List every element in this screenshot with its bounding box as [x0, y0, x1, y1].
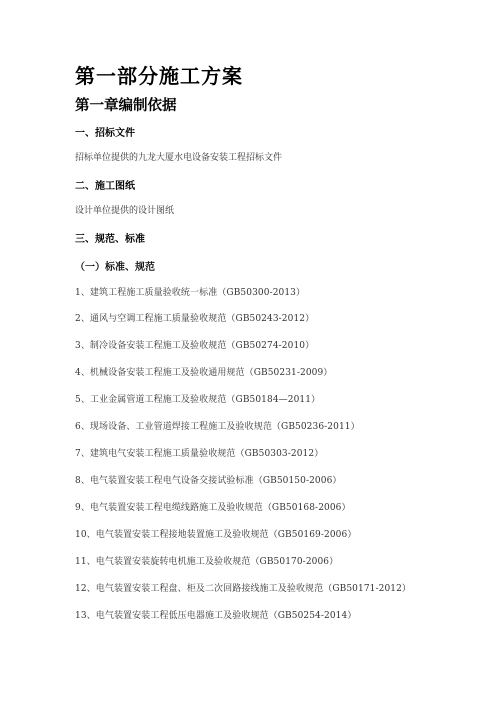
list-item: 10、电气装置安装工程接地装置施工及验收规范（GB50169-2006） [75, 530, 357, 540]
list-item: 4、机械设备安装工程施工及验收通用规范（GB50231-2009） [75, 368, 333, 378]
section-text-drawings: 设计单位提供的设计图纸 [75, 206, 175, 216]
list-item: 3、制冷设备安装工程施工及验收规范（GB50274-2010） [75, 341, 315, 351]
section-text-tender: 招标单位提供的九龙大厦水电设备安装工程招标文件 [75, 153, 283, 163]
chapter-heading: 第一章编制依据 [75, 97, 177, 114]
list-item: 7、建筑电气安装工程施工质量验收规范（GB50303-2012） [75, 449, 324, 459]
list-item: 13、电气装置安装工程低压电器施工及验收规范（GB50254-2014） [75, 611, 357, 621]
subsection-heading: （一）标准、规范 [75, 262, 155, 273]
list-item: 1、建筑工程施工质量验收统一标准（GB50300-2013） [75, 288, 306, 298]
list-item: 8、电气装置安装工程电气设备交接试验标准（GB50150-2006） [75, 476, 342, 486]
section-heading-standards: 三、规范、标准 [75, 234, 145, 245]
section-heading-drawings: 二、施工图纸 [75, 181, 135, 192]
list-item: 5、工业金属管道工程施工及验收规范（GB50184—2011） [75, 395, 321, 405]
document-title: 第一部分施工方案 [75, 64, 243, 88]
list-item: 2、通风与空调工程施工质量验收规范（GB50243-2012） [75, 314, 315, 324]
list-item: 9、电气装置安装工程电缆线路施工及验收规范（GB50168-2006） [75, 503, 351, 513]
section-heading-tender: 一、招标文件 [75, 128, 135, 139]
list-item: 11、电气装置安装旋转电机施工及验收规范（GB50170-2006） [75, 557, 339, 567]
list-item: 12、电气装置安装工程盘、柜及二次回路接线施工及验收规范（GB50171-2012） [75, 584, 412, 594]
list-item: 6、现场设备、工业管道焊接工程施工及验收规范（GB50236-2011） [75, 422, 360, 432]
